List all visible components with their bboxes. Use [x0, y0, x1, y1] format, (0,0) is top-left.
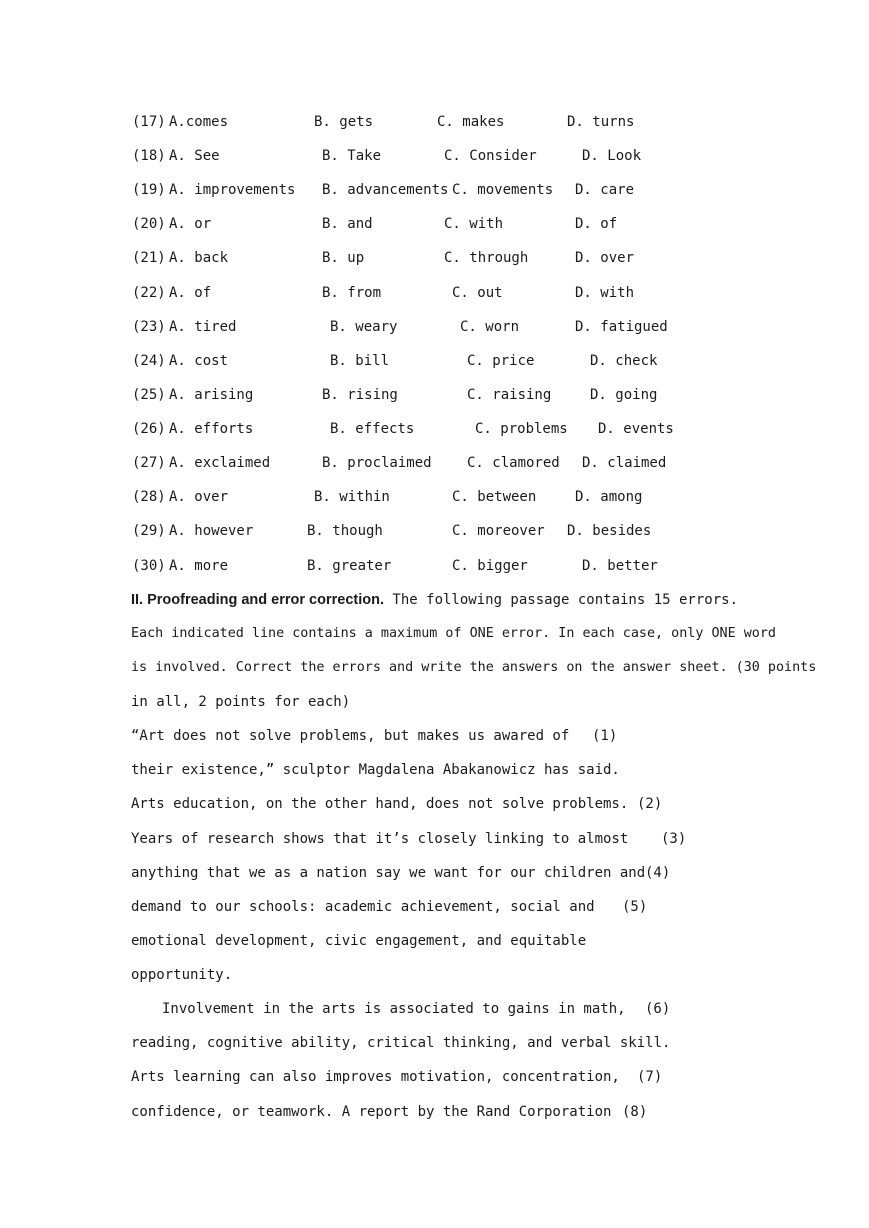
option-d: D. turns: [567, 114, 635, 130]
option-c: C. through: [444, 250, 529, 266]
passage-line: Arts learning can also improves motivation, concentration,: [131, 1069, 620, 1085]
option-a: A. cost: [169, 353, 229, 369]
option-d: D. of: [575, 216, 618, 232]
passage-line: Arts education, on the other hand, does not solve problems.: [131, 796, 629, 812]
option-b: B. weary: [330, 319, 398, 335]
question-number: (21): [132, 250, 166, 266]
passage-line: Years of research shows that it’s closely linking to almost: [131, 831, 629, 847]
option-b: B. gets: [314, 114, 374, 130]
option-c: C. Consider: [444, 148, 537, 164]
section-instructions-line: Each indicated line contains a maximum of ONE error. In each case, only ONE word: [131, 626, 776, 641]
option-a: A. efforts: [169, 421, 254, 437]
option-d: D. Look: [582, 148, 642, 164]
option-a: A. over: [169, 489, 229, 505]
option-c: C. with: [444, 216, 504, 232]
option-c: C. price: [467, 353, 535, 369]
option-b: B. greater: [307, 558, 392, 574]
passage-line: confidence, or teamwork. A report by the Rand Corporation: [131, 1104, 612, 1120]
passage-line: demand to our schools: academic achievement, social and: [131, 899, 595, 915]
option-b: B. advancements: [322, 182, 449, 198]
option-a: A.comes: [169, 114, 229, 130]
option-b: B. Take: [322, 148, 382, 164]
option-d: D. fatigued: [575, 319, 668, 335]
option-c: C. bigger: [452, 558, 528, 574]
section-instructions-line: in all, 2 points for each): [131, 694, 351, 710]
question-number: (25): [132, 387, 166, 403]
section-instructions: The following passage contains 15 errors.: [384, 592, 739, 608]
passage-line: anything that we as a nation say we want for our children and: [131, 865, 646, 881]
option-b: B. within: [314, 489, 390, 505]
question-number: (29): [132, 523, 166, 539]
question-number: (30): [132, 558, 166, 574]
line-marker: (3): [661, 831, 687, 847]
option-b: B. though: [307, 523, 383, 539]
option-c: C. worn: [460, 319, 520, 335]
line-marker: (5): [622, 899, 648, 915]
line-marker: (4): [645, 865, 671, 881]
passage-line: emotional development, civic engagement, and equitable: [131, 933, 587, 949]
option-a: A. or: [169, 216, 212, 232]
option-c: C. moreover: [452, 523, 545, 539]
option-d: D. claimed: [582, 455, 667, 471]
question-number: (24): [132, 353, 166, 369]
option-a: A. tired: [169, 319, 237, 335]
passage-line: opportunity.: [131, 967, 233, 983]
question-number: (22): [132, 285, 166, 301]
line-marker: (6): [645, 1001, 671, 1017]
question-number: (28): [132, 489, 166, 505]
question-number: (18): [132, 148, 166, 164]
option-a: A. improvements: [169, 182, 296, 198]
option-d: D. check: [590, 353, 658, 369]
question-number: (26): [132, 421, 166, 437]
option-d: D. care: [575, 182, 635, 198]
line-marker: (7): [637, 1069, 663, 1085]
option-a: A. exclaimed: [169, 455, 271, 471]
option-d: D. besides: [567, 523, 652, 539]
option-b: B. bill: [330, 353, 390, 369]
option-d: D. going: [590, 387, 658, 403]
option-b: B. up: [322, 250, 365, 266]
option-b: B. proclaimed: [322, 455, 432, 471]
option-c: C. raising: [467, 387, 552, 403]
section-instructions-line: [131, 590, 738, 610]
option-c: C. movements: [452, 182, 554, 198]
option-c: C. out: [452, 285, 503, 301]
question-number: (20): [132, 216, 166, 232]
section-heading: II. Proofreading and error correction.: [131, 592, 384, 608]
option-a: A. arising: [169, 387, 254, 403]
passage-line: reading, cognitive ability, critical thinking, and verbal skill.: [131, 1035, 671, 1051]
option-a: A. See: [169, 148, 220, 164]
option-d: D. better: [582, 558, 658, 574]
passage-line: “Art does not solve problems, but makes us awared of: [131, 728, 570, 744]
option-d: D. with: [575, 285, 635, 301]
option-c: C. makes: [437, 114, 505, 130]
option-a: A. back: [169, 250, 229, 266]
section-instructions-line: is involved. Correct the errors and write the answers on the answer sheet. (30 points: [131, 660, 817, 675]
question-number: (27): [132, 455, 166, 471]
option-d: D. over: [575, 250, 635, 266]
line-marker: (8): [622, 1104, 648, 1120]
option-c: C. problems: [475, 421, 568, 437]
option-d: D. among: [575, 489, 643, 505]
option-b: B. and: [322, 216, 373, 232]
option-a: A. of: [169, 285, 212, 301]
question-number: (23): [132, 319, 166, 335]
option-b: B. from: [322, 285, 382, 301]
option-c: C. between: [452, 489, 537, 505]
line-marker: (2): [637, 796, 663, 812]
option-a: A. however: [169, 523, 254, 539]
option-b: B. effects: [330, 421, 415, 437]
option-d: D. events: [598, 421, 674, 437]
question-number: (19): [132, 182, 166, 198]
option-b: B. rising: [322, 387, 398, 403]
question-number: (17): [132, 114, 166, 130]
line-marker: (1): [592, 728, 618, 744]
passage-line: Involvement in the arts is associated to gains in math,: [162, 1001, 626, 1017]
passage-line: their existence,” sculptor Magdalena Abakanowicz has said.: [131, 762, 620, 778]
option-c: C. clamored: [467, 455, 560, 471]
option-a: A. more: [169, 558, 229, 574]
